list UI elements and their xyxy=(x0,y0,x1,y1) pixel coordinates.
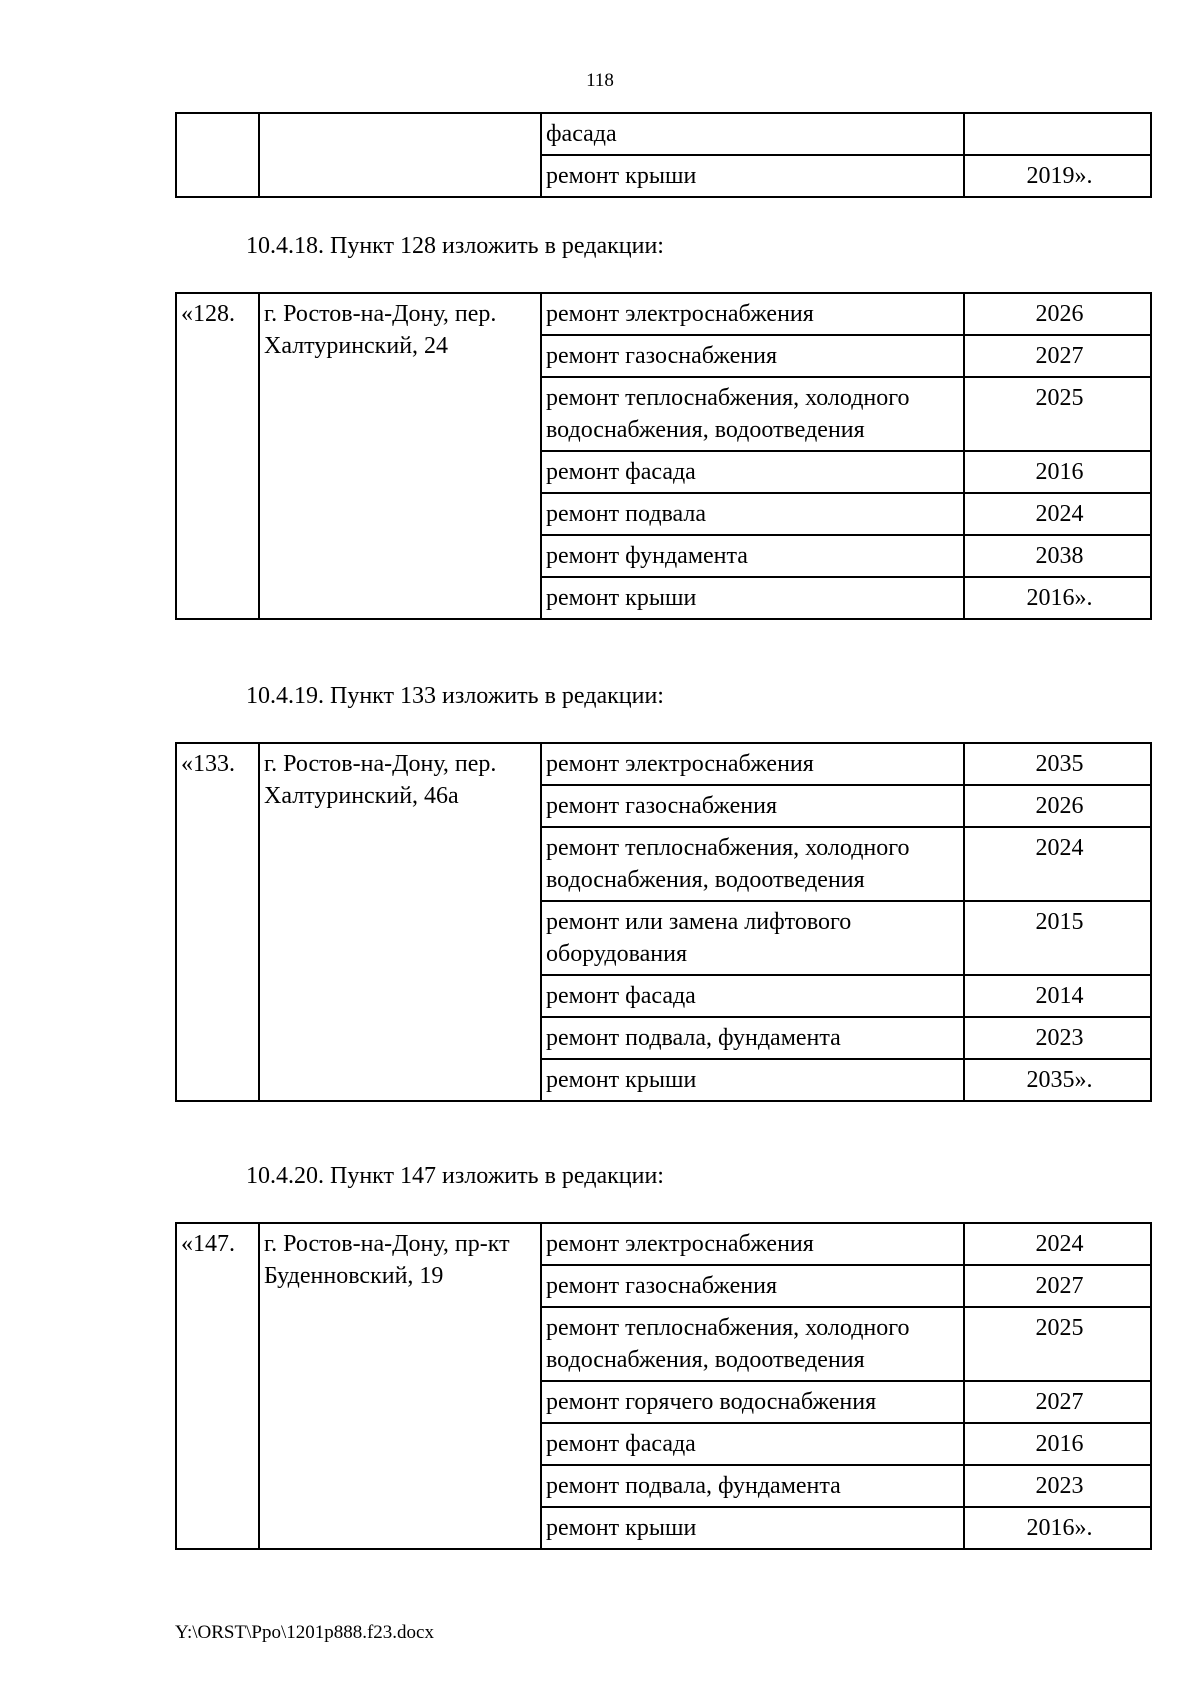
section-heading: 10.4.18. Пункт 128 изложить в редакции: xyxy=(246,233,664,259)
work-cell: ремонт теплоснабжения, холодного водоснабжения, водоотведения xyxy=(541,827,964,901)
year-cell xyxy=(964,1465,1151,1507)
work-cell: ремонт электроснабжения xyxy=(541,1223,964,1265)
item-number: «128. xyxy=(176,293,259,619)
table-row xyxy=(176,1223,1151,1265)
year-cell xyxy=(964,1265,1151,1307)
work-cell: ремонт газоснабжения xyxy=(541,785,964,827)
year-value: 2027 xyxy=(1035,343,1084,369)
year-cell xyxy=(964,1423,1151,1465)
year-value: 2025 xyxy=(1035,385,1084,411)
work-cell: ремонт подвала xyxy=(541,493,964,535)
work-cell: ремонт или замена лифтового оборудования xyxy=(541,901,964,975)
item-number: «147. xyxy=(176,1223,259,1549)
continuation-table xyxy=(175,112,1152,198)
year-cell xyxy=(964,1059,1151,1101)
work-cell: ремонт газоснабжения xyxy=(541,1265,964,1307)
year-value: 2019». xyxy=(1026,163,1093,189)
year-value: 2026 xyxy=(1035,793,1084,819)
year-value: 2014 xyxy=(1035,983,1084,1009)
work-cell: ремонт подвала, фундамента xyxy=(541,1465,964,1507)
work-cell: ремонт электроснабжения xyxy=(541,743,964,785)
work-cell: ремонт фасада xyxy=(541,451,964,493)
footer-file-path: Y:\ORST\Ppo\1201p888.f23.docx xyxy=(175,1622,434,1643)
year-cell xyxy=(964,113,1151,155)
item-address: г. Ростов-на-Дону, пр-кт Буденновский, 19 xyxy=(259,1223,541,1549)
item-address: г. Ростов-на-Дону, пер. Халтуринский, 24 xyxy=(259,293,541,619)
year-value: 2016». xyxy=(1026,1515,1093,1541)
year-cell xyxy=(964,827,1151,901)
year-cell xyxy=(964,785,1151,827)
work-cell: ремонт крыши xyxy=(541,577,964,619)
year-cell xyxy=(964,535,1151,577)
year-value: 2024 xyxy=(1035,501,1084,527)
page-number: 118 xyxy=(586,70,614,91)
year-cell xyxy=(964,451,1151,493)
year-value: 2027 xyxy=(1035,1389,1084,1415)
year-cell xyxy=(964,1223,1151,1265)
work-cell: фасада xyxy=(541,113,964,155)
year-cell xyxy=(964,1381,1151,1423)
table-row xyxy=(176,113,1151,155)
year-value: 2015 xyxy=(1035,909,1084,935)
year-cell xyxy=(964,493,1151,535)
year-value: 2027 xyxy=(1035,1273,1084,1299)
year-value: 2024 xyxy=(1035,1231,1084,1257)
year-cell xyxy=(964,1307,1151,1381)
year-cell xyxy=(964,1507,1151,1549)
work-cell: ремонт электроснабжения xyxy=(541,293,964,335)
item-table-128 xyxy=(175,292,1152,620)
year-cell xyxy=(964,975,1151,1017)
section-heading: 10.4.19. Пункт 133 изложить в редакции: xyxy=(246,683,664,709)
item-table-133 xyxy=(175,742,1152,1102)
work-cell: ремонт фундамента xyxy=(541,535,964,577)
item-address: г. Ростов-на-Дону, пер. Халтуринский, 46а xyxy=(259,743,541,1101)
year-value: 2035 xyxy=(1035,751,1084,777)
number-cell xyxy=(176,113,259,197)
year-value: 2025 xyxy=(1035,1315,1084,1341)
section-heading: 10.4.20. Пункт 147 изложить в редакции: xyxy=(246,1163,664,1189)
year-value: 2023 xyxy=(1035,1025,1084,1051)
work-cell: ремонт крыши xyxy=(541,1507,964,1549)
work-cell: ремонт горячего водоснабжения xyxy=(541,1381,964,1423)
year-value xyxy=(1056,121,1060,147)
work-cell: ремонт теплоснабжения, холодного водоснабжения, водоотведения xyxy=(541,1307,964,1381)
year-value: 2016 xyxy=(1035,1431,1084,1457)
work-cell: ремонт крыши xyxy=(541,155,964,197)
year-cell xyxy=(964,1017,1151,1059)
work-cell: ремонт фасада xyxy=(541,1423,964,1465)
work-cell: ремонт крыши xyxy=(541,1059,964,1101)
year-value: 2026 xyxy=(1035,301,1084,327)
year-cell xyxy=(964,335,1151,377)
year-cell xyxy=(964,155,1151,197)
year-value: 2016». xyxy=(1026,585,1093,611)
year-value: 2016 xyxy=(1035,459,1084,485)
work-cell: ремонт подвала, фундамента xyxy=(541,1017,964,1059)
item-number: «133. xyxy=(176,743,259,1101)
year-cell xyxy=(964,377,1151,451)
work-cell: ремонт газоснабжения xyxy=(541,335,964,377)
year-cell xyxy=(964,743,1151,785)
work-cell: ремонт фасада xyxy=(541,975,964,1017)
item-table-147 xyxy=(175,1222,1152,1550)
year-cell xyxy=(964,901,1151,975)
year-value: 2038 xyxy=(1035,543,1084,569)
work-cell: ремонт теплоснабжения, холодного водоснабжения, водоотведения xyxy=(541,377,964,451)
year-value: 2024 xyxy=(1035,835,1084,861)
year-cell xyxy=(964,293,1151,335)
table-row xyxy=(176,743,1151,785)
year-value: 2023 xyxy=(1035,1473,1084,1499)
year-value: 2035». xyxy=(1026,1067,1093,1093)
year-cell xyxy=(964,577,1151,619)
table-row xyxy=(176,293,1151,335)
address-cell xyxy=(259,113,541,197)
